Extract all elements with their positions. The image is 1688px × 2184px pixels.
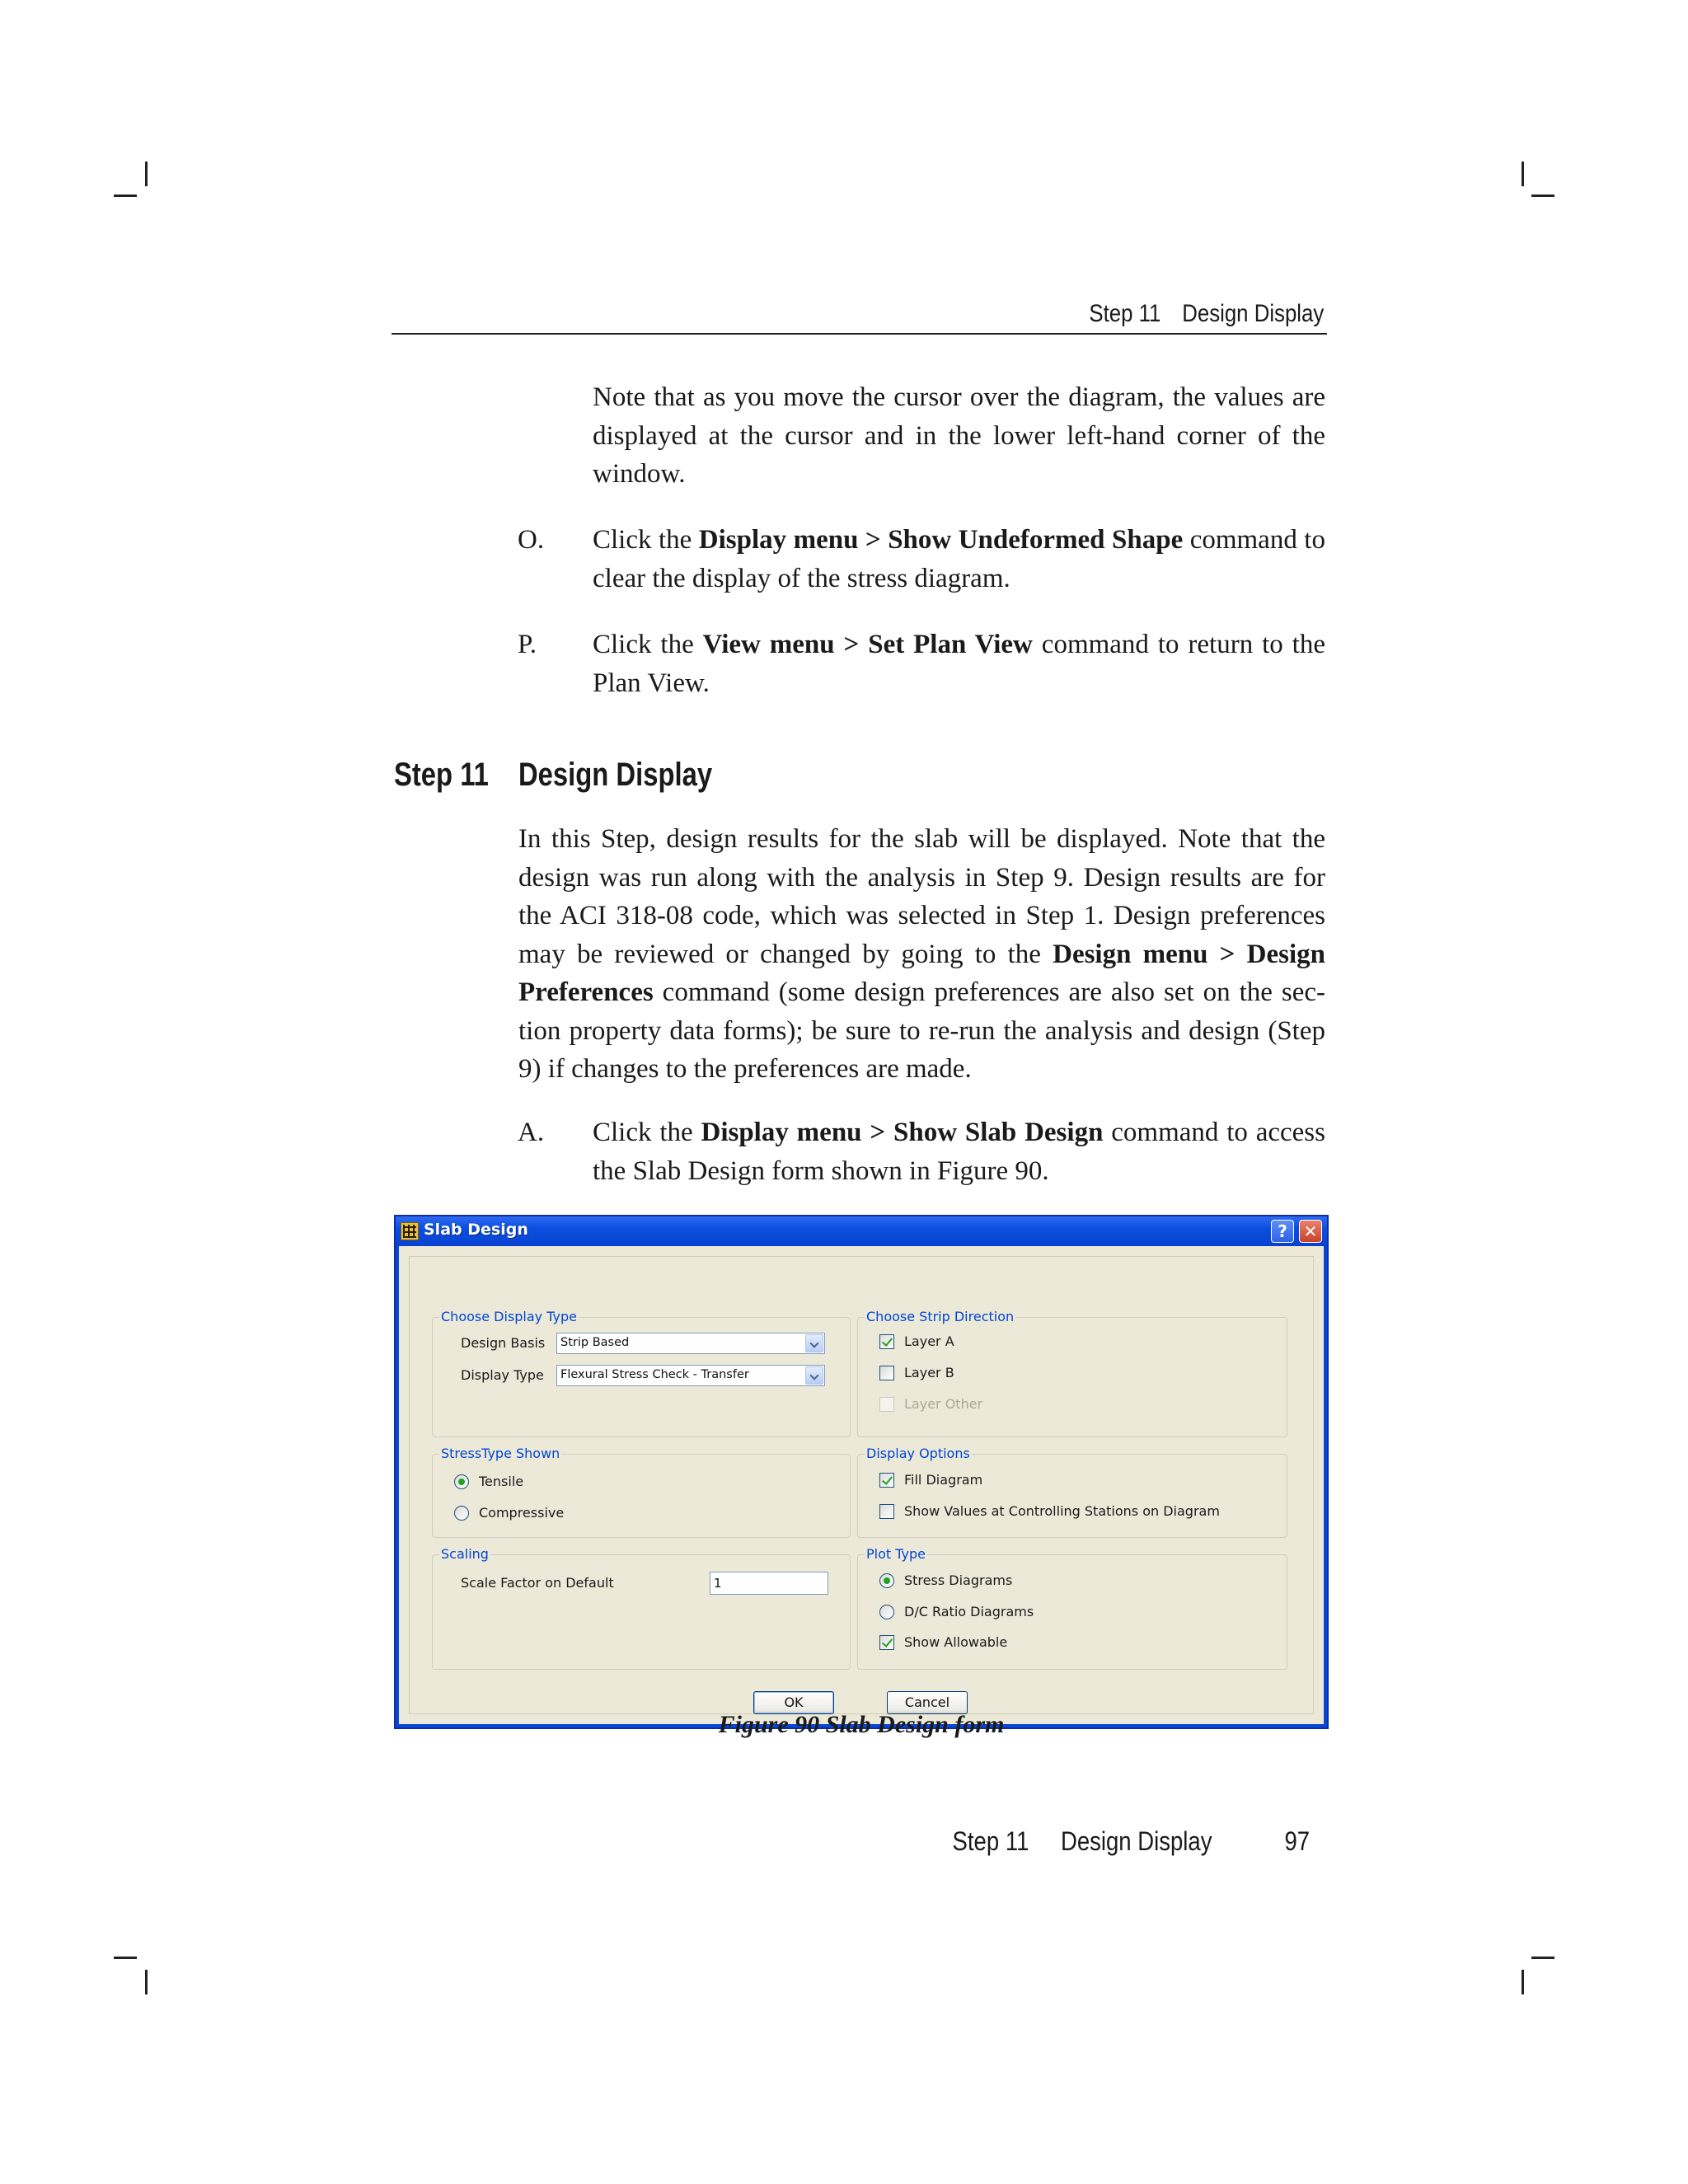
tensile-label: Tensile: [479, 1474, 524, 1489]
strip-direction-group-label: Choose Strip Direction: [866, 1309, 1015, 1324]
design-basis-label: Design Basis: [461, 1335, 546, 1351]
footer-step: Step 11: [952, 1826, 1029, 1856]
cancel-button[interactable]: Cancel: [887, 1691, 968, 1714]
stress-type-group: [432, 1446, 851, 1538]
slab-design-dialog: [394, 1215, 1329, 1729]
close-button[interactable]: ✕: [1299, 1220, 1322, 1243]
item-o-text: Click the Display menu > Show Undeformed Shape command to clear the display of the stress diagram.: [593, 525, 1325, 593]
crop-mark: [145, 162, 148, 186]
plot-type-group-label: Plot Type: [866, 1546, 926, 1562]
strip-direction-group: [857, 1309, 1287, 1437]
item-a-command: Display menu > Show Slab Design: [701, 1118, 1104, 1147]
scaling-group-label: Scaling: [441, 1546, 489, 1562]
plot-type-group: [857, 1546, 1287, 1670]
chevron-down-icon[interactable]: [805, 1334, 823, 1352]
help-button[interactable]: ?: [1271, 1220, 1294, 1243]
section-heading: [394, 757, 712, 794]
fill-diagram-checkbox[interactable]: [879, 1473, 894, 1488]
show-allowable-checkbox[interactable]: [879, 1635, 894, 1650]
crop-mark: [1531, 1957, 1554, 1959]
running-head-step: Step 11: [1089, 300, 1161, 327]
layer-b-checkbox[interactable]: [879, 1366, 894, 1380]
item-letter-a: A.: [518, 1118, 545, 1147]
dc-ratio-radio[interactable]: [879, 1605, 894, 1619]
running-head: [392, 293, 1327, 335]
crop-mark: [114, 1957, 137, 1959]
crop-mark: [1522, 1970, 1524, 1994]
item-a-text: Click the Display menu > Show Slab Design command to access the Slab Design form shown in Figure 90.: [593, 1118, 1325, 1186]
dialog-client: [399, 1246, 1324, 1724]
page-number: 97: [1284, 1826, 1311, 1856]
design-basis-dropdown[interactable]: [556, 1333, 825, 1354]
display-type-dropdown[interactable]: [556, 1365, 825, 1386]
scale-factor-label: Scale Factor on Default: [461, 1575, 614, 1591]
dialog-title: Slab Design: [424, 1221, 528, 1239]
scaling-group: [432, 1546, 851, 1670]
section-heading-title: Design Display: [518, 757, 713, 793]
running-head-title: Design Display: [1181, 300, 1324, 327]
item-p-command: View menu > Set Plan View: [702, 630, 1033, 659]
layer-a-checkbox[interactable]: [879, 1334, 894, 1349]
display-options-group: [857, 1446, 1287, 1538]
section-heading-step: Step 11: [394, 757, 489, 793]
dc-ratio-label: D/C Ratio Diagrams: [904, 1604, 1034, 1619]
crop-mark: [145, 1970, 148, 1994]
show-values-label: Show Values at Controlling Stations on Diagram: [904, 1503, 1220, 1519]
item-letter-p: P.: [518, 630, 537, 659]
scale-factor-input[interactable]: [710, 1572, 828, 1595]
crop-mark: [114, 194, 137, 197]
compressive-radio[interactable]: [454, 1506, 469, 1521]
crop-mark: [1531, 194, 1554, 197]
display-type-value: Flexural Stress Check - Transfer: [560, 1368, 749, 1381]
item-p-text: Click the View menu > Set Plan View command to return to the Plan View.: [593, 630, 1325, 698]
layer-b-label: Layer B: [904, 1365, 954, 1380]
layer-a-label: Layer A: [904, 1333, 954, 1349]
display-options-group-label: Display Options: [866, 1446, 970, 1461]
stress-diagrams-radio[interactable]: [879, 1573, 894, 1588]
show-values-checkbox[interactable]: [879, 1504, 894, 1519]
display-type-group: [432, 1309, 851, 1437]
tensile-radio[interactable]: [454, 1474, 469, 1489]
figure-caption: Figure 90 Slab Design form: [718, 1711, 1005, 1738]
stress-diagrams-label: Stress Diagrams: [904, 1572, 1013, 1588]
intro-note: Note that as you move the cursor over the diagram, the values are displayed at the cursor and in the lower left-hand corner of the window.: [593, 382, 1325, 489]
layer-other-checkbox: [879, 1397, 894, 1412]
display-type-label: Display Type: [461, 1367, 544, 1383]
chevron-down-icon[interactable]: [805, 1366, 823, 1385]
design-preferences-command: Design menu > Design Preferences: [518, 939, 1325, 1007]
app-grid-icon: [401, 1222, 419, 1240]
scale-factor-value: 1: [714, 1576, 722, 1591]
stress-type-group-label: StressType Shown: [441, 1446, 560, 1461]
dialog-titlebar[interactable]: [396, 1216, 1327, 1246]
design-basis-value: Strip Based: [560, 1336, 630, 1349]
crop-mark: [1522, 162, 1524, 186]
fill-diagram-label: Fill Diagram: [904, 1472, 983, 1488]
display-type-group-label: Choose Display Type: [441, 1309, 577, 1324]
show-allowable-label: Show Allowable: [904, 1634, 1008, 1650]
layer-other-label: Layer Other: [904, 1396, 983, 1412]
item-letter-o: O.: [518, 525, 545, 555]
ok-button[interactable]: OK: [753, 1691, 834, 1714]
body-paragraph: In this Step, design results for the slab will be displayed. Note that the design was run along with the analysis in Step 9. Design results are for the ACI 318-08 code, which was selected in Step 1. Design preferences may be reviewed or changed by going to the Design menu > Design Preferences command (some design preferences are also set on the sec-tion property data forms); be sure to re-run the analysis and design (Step 9) if changes to the preferences are made.: [518, 824, 1325, 1084]
compressive-label: Compressive: [479, 1505, 565, 1521]
item-o-command: Display menu > Show Undeformed Shape: [698, 525, 1184, 555]
footer-title: Design Display: [1060, 1826, 1212, 1856]
